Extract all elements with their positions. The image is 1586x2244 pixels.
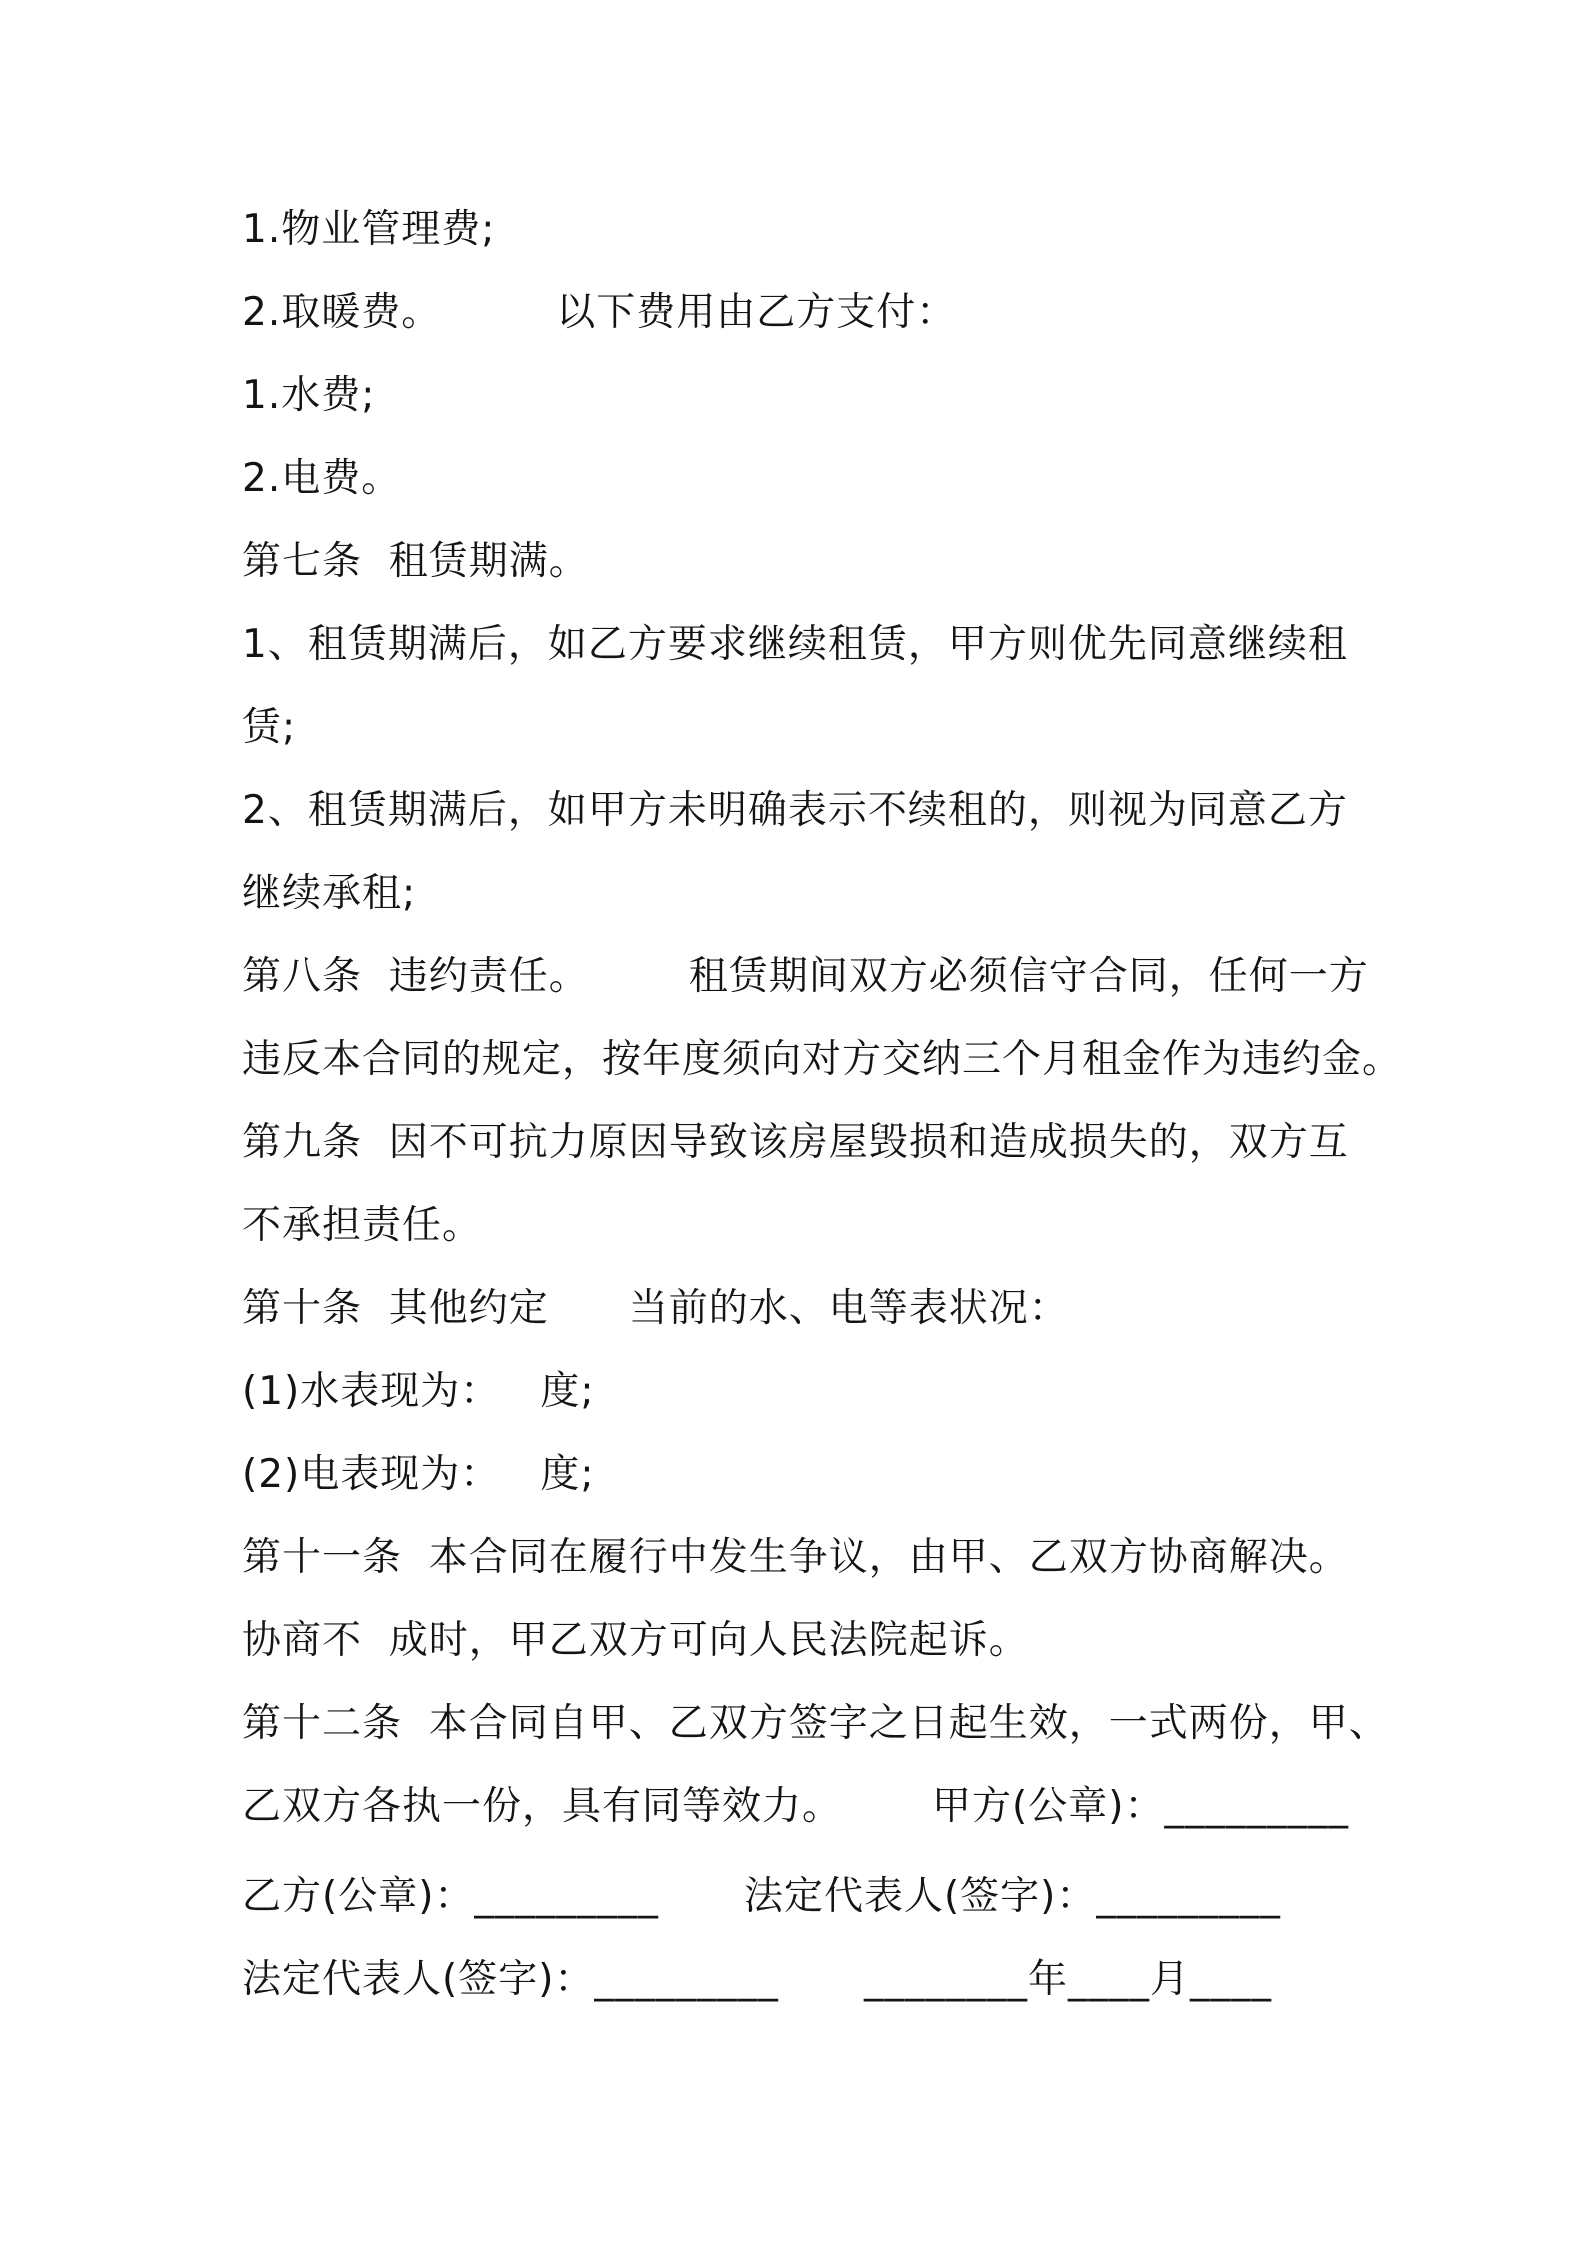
legal-rep-signature-field: 法定代表人(签字)：_________	[743, 1874, 1281, 1919]
text-line: 乙双方各执一份，具有同等效力。 甲方(公章)：_________	[242, 1784, 1349, 1829]
text-line: 1.水费;	[242, 373, 376, 418]
text-line: 2.电费。	[242, 456, 402, 501]
text-line: 赁;	[242, 705, 297, 750]
text-line: 违反本合同的规定，按年度须向对方交纳三个月租金作为违约金。	[242, 1037, 1403, 1082]
text-line: 2、租赁期满后，如甲方未明确表示不续租的，则视为同意乙方	[242, 788, 1348, 833]
text-line: 1.物业管理费;	[242, 207, 496, 252]
legal-rep-signature-field: 法定代表人(签字)：_________	[242, 1957, 779, 2002]
text-line: (2)电表现为： 度;	[242, 1452, 595, 1497]
text-line: 1、租赁期满后，如乙方要求继续租赁，甲方则优先同意继续租	[242, 622, 1348, 667]
text-line: 继续承租;	[242, 871, 417, 916]
article-heading: 第九条 因不可抗力原因导致该房屋毁损和造成损失的，双方互	[242, 1120, 1349, 1165]
article-heading: 第十条 其他约定 当前的水、电等表状况：	[242, 1286, 1069, 1331]
signature-line	[242, 1955, 1272, 2005]
party-b-seal-field: 乙方(公章)：_________	[242, 1874, 659, 1919]
text-line: 2.取暖费。 以下费用由乙方支付：	[242, 290, 957, 335]
signature-line	[242, 1872, 1281, 1922]
article-heading: 第七条 租赁期满。	[242, 539, 589, 584]
text-line: 协商不 成时，甲乙双方可向人民法院起诉。	[242, 1618, 1029, 1663]
article-heading: 第十二条 本合同自甲、乙双方签字之日起生效，一式两份，甲、	[242, 1701, 1389, 1746]
text-line: (1)水表现为： 度;	[242, 1369, 595, 1414]
date-field: ________年____月____	[863, 1957, 1272, 2002]
text-line: 不承担责任。	[242, 1203, 483, 1248]
article-heading: 第十一条 本合同在履行中发生争议，由甲、乙双方协商解决。	[242, 1535, 1349, 1580]
party-a-seal-field: 甲方(公章)：_________	[932, 1784, 1349, 1829]
article-heading: 第八条 违约责任。 租赁期间双方必须信守合同，任何一方	[242, 954, 1369, 999]
